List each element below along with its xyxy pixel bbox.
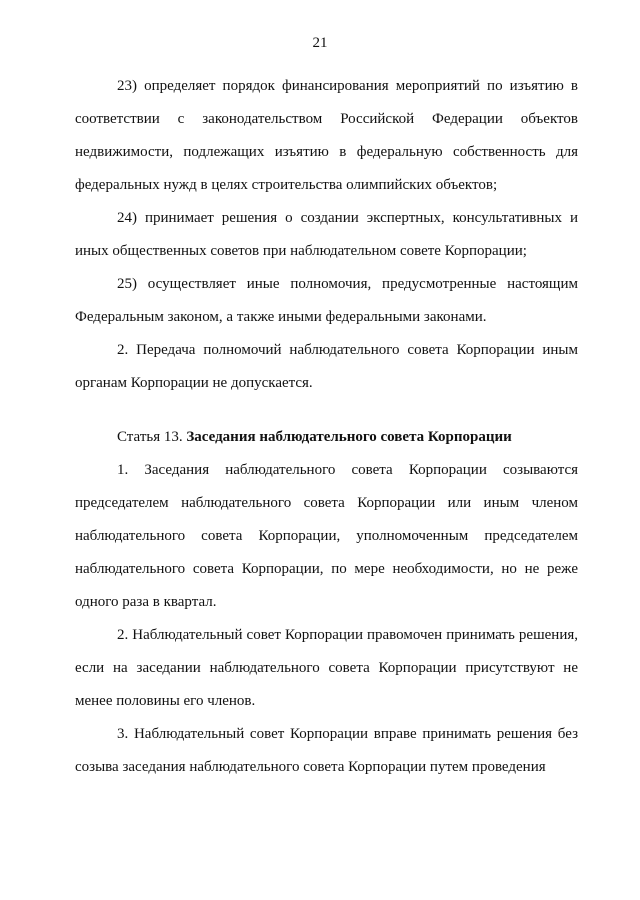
- article-paragraph-3: 3. Наблюдательный совет Корпорации вправе принимать решения без созыва заседания наблюдательного совета Корпорации путем проведения: [75, 726, 578, 775]
- page-number: 21: [312, 35, 328, 51]
- article-paragraph-1: 1. Заседания наблюдательного совета Корпорации созываются председателем наблюдательного совета Корпорации или иным членом наблюдательного совета Корпорации, уполномоченным председателем наблюдательного совета Корпорации, по мере необходимости, но не реже одного раза в квартал.: [75, 462, 578, 610]
- paragraph-item-24: 24) принимает решения о создании экспертных, консультативных и иных общественных советов при наблюдательном совете Корпорации;: [75, 210, 578, 259]
- document-body: [75, 70, 578, 784]
- article-heading: [75, 421, 578, 454]
- article-title: Заседания наблюдательного совета Корпорации: [186, 429, 512, 445]
- paragraph-item-25: 25) осуществляет иные полномочия, предусмотренные настоящим Федеральным законом, а также иными федеральными законами.: [75, 276, 578, 325]
- paragraph-part-2: 2. Передача полномочий наблюдательного совета Корпорации иным органам Корпорации не допускается.: [75, 342, 578, 391]
- paragraph-item-23: 23) определяет порядок финансирования мероприятий по изъятию в соответствии с законодательством Российской Федерации объектов недвижимости, подлежащих изъятию в федеральную собственность для федеральных нужд в целях строительства олимпийских объектов;: [75, 78, 578, 193]
- article-label: Статья 13.: [117, 429, 183, 445]
- article-paragraph-2: 2. Наблюдательный совет Корпорации правомочен принимать решения, если на заседании наблюдательного совета Корпорации присутствуют не менее половины его членов.: [75, 627, 578, 709]
